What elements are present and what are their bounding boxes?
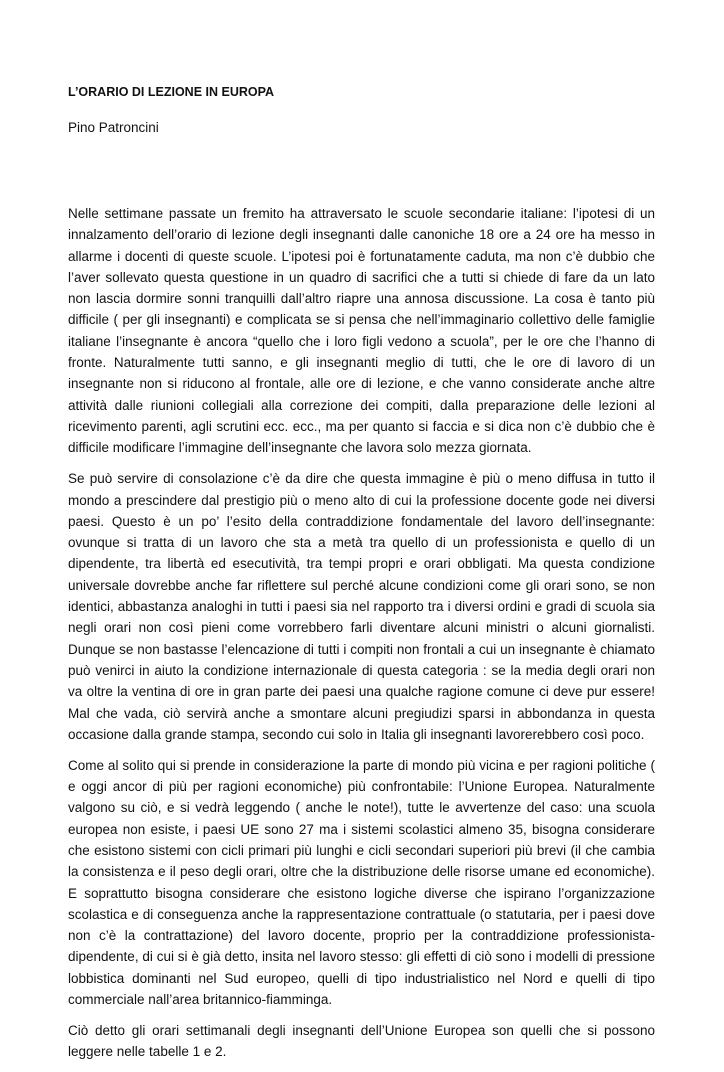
- body-paragraph: Nelle settimane passate un fremito ha attraversato le scuole secondarie italiane: l’ipotesi di un innalzamento dell’orario di lezione degli insegnanti dalle canoniche 18 ore a 24 ore ha messo in allarme i docenti di queste scuole. L’ipotesi poi è fortunatamente caduta, ma non c’è dubbio che l’aver sollevato questa questione in un quadro di sacrifici che a tutti si chiede di fare da un lato non lascia dormire sonni tranquilli dall’altro riapre una annosa discussione. La cosa è tanto più difficile ( per gli insegnanti) e complicata se si pensa che nell’immaginario collettivo delle famiglie italiane l’insegnante è ancora “quello che i loro figli vedono a scuola”, per le ore che l’hanno di fronte. Naturalmente tutti sanno, e gli insegnanti meglio di tutti, che le ore di lavoro di un insegnante non si riducono al frontale, alle ore di lezione, e che vanno considerate anche altre attività dalle riunioni collegiali alla correzione dei compiti, dalla preparazione delle lezioni al ricevimento parenti, agli scrutini ecc. ecc., ma per quanto si faccia e si dica non c’è dubbio che è difficile modificare l’immagine dell’insegnante che lavora solo mezza giornata.: [68, 206, 655, 456]
- body-paragraph: Ciò detto gli orari settimanali degli insegnanti dell’Unione Europea son quelli che si possono leggere nelle tabelle 1 e 2.: [68, 1023, 655, 1060]
- document-page: [68, 85, 655, 1072]
- document-title: L’ORARIO DI LEZIONE IN EUROPA: [68, 85, 275, 99]
- body-paragraph: Se può servire di consolazione c’è da dire che questa immagine è più o meno diffusa in tutto il mondo a prescindere dal prestigio più o meno alto di cui la professione docente gode nei diversi paesi. Questo è un po’ l’esito della contraddizione fondamentale del lavoro dell’insegnante: ovunque si tratta di un lavoro che sta a metà tra quello di un professionista e quello di un dipendente, tra libertà ed esecutività, tra tempi propri e orari obbligati. Ma questa condizione universale dovrebbe anche far riflettere sul perché alcune condizioni come gli orari sono, se non identici, abbastanza analoghi in tutti i paesi sia nel rapporto tra i diversi ordini e gradi di scuola sia negli orari non così pieni come vorrebbero farli diventare alcuni ministri o alcuni giornalisti. Dunque se non bastasse l’elencazione di tutti i compiti non frontali a cui un insegnante è chiamato può venirci in aiuto la condizione internazionale di questa categoria : se la media degli orari non va oltre la ventina di ore in gran parte dei paesi una qualche ragione comune ci deve pur essere! Mal che vada, ciò servirà anche a smontare alcuni pregiudizi sparsi in abbondanza in questa occasione dalla grande stampa, secondo cui solo in Italia gli insegnanti lavorerebbero così poco.: [68, 471, 655, 742]
- document-author: Pino Patroncini: [68, 120, 159, 135]
- body-paragraph: Come al solito qui si prende in considerazione la parte di mondo più vicina e per ragioni politiche ( e oggi ancor di più per ragioni economiche) più confrontabile: l’Unione Europea. Naturalmente valgono su ciò, e si vedrà leggendo ( anche le note!), tutte le avvertenze del caso: una scuola europea non esiste, i paesi UE sono 27 ma i sistemi scolastici almeno 35, bisogna considerare che esistono sistemi con cicli primari più lunghi e cicli secondari superiori più brevi (il che cambia la consistenza e il peso degli orari, oltre che la distribuzione delle risorse umane ed economiche). E soprattutto bisogna considerare che esistono logiche diverse che ispirano l’organizzazione scolastica e di conseguenza anche la rappresentazione contrattuale (o statutaria, per i paesi dove non c’è la contrattazione) del lavoro docente, proprio per la contraddizione professionista-dipendente, di cui si è già detto, insita nel lavoro stesso: gli effetti di ciò sono i modelli di pressione lobbistica dominanti nel Sud europeo, quelli di tipo industrialistico nel Nord e quelli di tipo commerciale nall’area britannico-fiamminga.: [68, 757, 655, 1008]
- document-body: [68, 203, 655, 1063]
